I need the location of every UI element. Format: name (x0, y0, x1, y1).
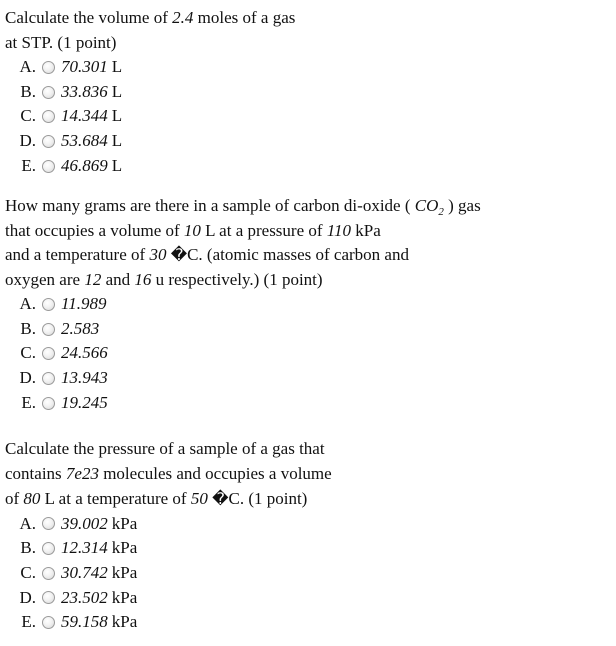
text-span: Calculate the volume of (5, 8, 173, 27)
moles-value: 2.4 (172, 8, 194, 27)
radio-button[interactable] (42, 591, 55, 604)
option-letter: B. (20, 318, 36, 338)
option-e[interactable] (5, 610, 605, 635)
option-letter: D. (19, 131, 36, 151)
option-value: 24.566 (61, 343, 108, 363)
radio-button[interactable] (42, 542, 55, 555)
option-unit: kPa (111, 612, 138, 632)
option-d[interactable] (5, 129, 605, 154)
question-1-options (5, 55, 605, 178)
radio-button[interactable] (42, 110, 55, 123)
option-value: 33.836 (61, 81, 108, 101)
option-unit: kPa (111, 587, 138, 607)
question-3-options (5, 512, 605, 635)
radio-button[interactable] (42, 323, 55, 336)
option-c[interactable] (5, 341, 605, 366)
option-unit: kPa (111, 562, 138, 582)
option-letter: A. (19, 294, 36, 313)
question-1-text-line-1 (5, 6, 605, 31)
option-letter: E. (21, 392, 36, 412)
text-span: contains (5, 463, 66, 483)
radio-button[interactable] (42, 298, 55, 311)
option-e[interactable] (5, 154, 605, 179)
option-letter: C. (20, 106, 36, 126)
volume-value: 80 (23, 489, 41, 508)
replacement-char: � (212, 489, 229, 508)
option-letter: D. (19, 587, 36, 607)
question-3 (5, 437, 605, 635)
question-3-text-line-2 (5, 462, 605, 487)
question-3-text-line-3 (5, 487, 605, 512)
radio-button[interactable] (42, 372, 55, 385)
option-value: 14.344 (61, 106, 108, 126)
volume-value: 10 (183, 220, 201, 240)
radio-button[interactable] (42, 347, 55, 360)
temperature-value: 30 (149, 245, 167, 264)
carbon-mass: 12 (84, 269, 102, 289)
text-span: oxygen are (5, 269, 85, 289)
text-span: at STP. (1 point) (5, 32, 117, 52)
option-a[interactable] (5, 55, 605, 80)
text-span: kPa (351, 220, 381, 240)
question-2-text-line-1 (5, 194, 605, 219)
text-span: molecules and occupies a volume (98, 463, 332, 483)
option-unit: L (111, 106, 123, 126)
option-a[interactable] (5, 512, 605, 537)
pressure-value: 110 (326, 220, 352, 240)
option-value: 70.301 (61, 57, 108, 76)
question-2-text-line-2 (5, 219, 605, 244)
option-unit: kPa (111, 513, 138, 533)
radio-button[interactable] (42, 86, 55, 99)
question-3-text-line-1 (5, 437, 605, 462)
option-value: 30.742 (61, 562, 108, 582)
radio-button[interactable] (42, 616, 55, 629)
option-value: 13.943 (61, 368, 108, 388)
option-value: 11.989 (61, 294, 107, 313)
radio-button[interactable] (42, 567, 55, 580)
option-value: 12.314 (61, 538, 108, 558)
text-span: L at a pressure of (200, 220, 327, 240)
text-span: and a temperature of (5, 245, 150, 264)
option-letter: D. (19, 368, 36, 388)
radio-button[interactable] (42, 397, 55, 410)
option-c[interactable] (5, 104, 605, 129)
radio-button[interactable] (42, 517, 55, 530)
option-value: 59.158 (61, 612, 108, 632)
question-2 (5, 194, 605, 415)
text-span: and (101, 269, 135, 289)
molecule-count: 7e23 (65, 463, 99, 483)
text-span: ) gas (443, 196, 481, 215)
question-1-text-line-2 (5, 31, 605, 56)
option-unit: L (111, 57, 123, 76)
text-span: of (5, 489, 24, 508)
option-c[interactable] (5, 561, 605, 586)
formula-subscript: 2 (438, 206, 444, 218)
question-2-text-line-4 (5, 268, 605, 293)
radio-button[interactable] (42, 61, 55, 74)
option-letter: B. (20, 81, 36, 101)
option-letter: E. (21, 155, 36, 175)
option-letter: E. (21, 612, 36, 632)
radio-button[interactable] (42, 160, 55, 173)
option-b[interactable] (5, 317, 605, 342)
option-unit: L (111, 81, 123, 101)
text-span: C. (atomic masses of carbon and (187, 245, 409, 264)
option-value: 46.869 (61, 155, 108, 175)
option-d[interactable] (5, 366, 605, 391)
option-unit: kPa (111, 538, 138, 558)
option-letter: B. (20, 538, 36, 558)
question-2-text-line-3 (5, 243, 605, 268)
option-d[interactable] (5, 586, 605, 611)
question-1 (5, 6, 605, 178)
option-b[interactable] (5, 536, 605, 561)
replacement-char: � (170, 245, 188, 264)
text-span: Calculate the pressure of a sample of a gas that (5, 439, 325, 458)
option-value: 19.245 (61, 392, 108, 412)
option-unit: L (111, 131, 123, 151)
text-span: L at a temperature of (40, 489, 191, 508)
option-unit: L (111, 155, 123, 175)
text-span: moles of a gas (193, 8, 296, 27)
option-value: 53.684 (61, 131, 108, 151)
option-value: 39.002 (61, 513, 108, 533)
text-span: C. (1 point) (228, 489, 308, 508)
option-letter: A. (19, 57, 36, 76)
option-value: 23.502 (61, 587, 108, 607)
option-letter: C. (20, 562, 36, 582)
oxygen-mass: 16 (134, 269, 152, 289)
formula-co: CO (414, 196, 439, 215)
option-letter: C. (20, 343, 36, 363)
option-letter: A. (19, 513, 36, 533)
option-value: 2.583 (61, 318, 100, 338)
question-2-options (5, 292, 605, 415)
option-a[interactable] (5, 292, 605, 317)
text-span: How many grams are there in a sample of carbon di-oxide ( (5, 196, 415, 215)
text-span: that occupies a volume of (5, 220, 184, 240)
text-span: u respectively.) (1 point) (151, 269, 323, 289)
temperature-value: 50 (190, 489, 208, 508)
option-b[interactable] (5, 80, 605, 105)
radio-button[interactable] (42, 135, 55, 148)
option-e[interactable] (5, 391, 605, 416)
